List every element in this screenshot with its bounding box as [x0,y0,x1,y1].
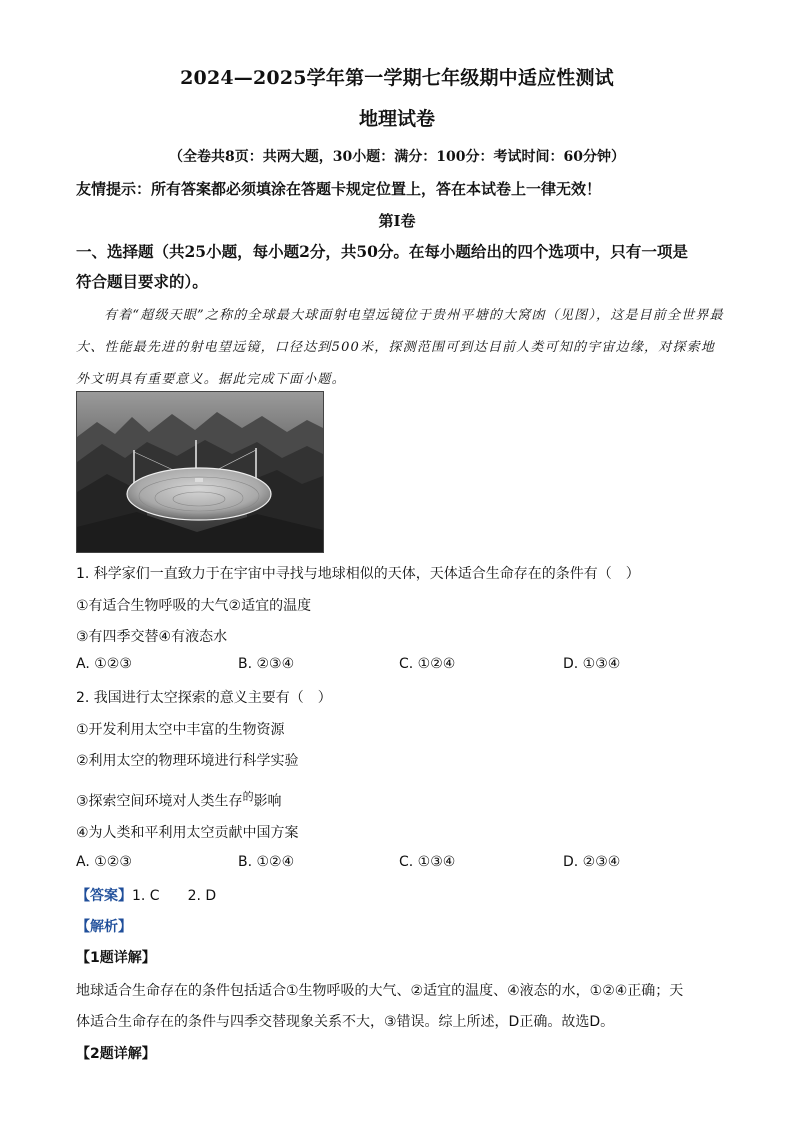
q2-statement-3-part-b: 的 [242,790,254,803]
q2-statement-3-part-c: 影响 [253,793,282,810]
answer-line [76,885,216,905]
q1-option-b[interactable]: B. ②③④ [238,656,295,672]
q2-option-a[interactable]: A. ①②③ [76,854,132,870]
q2-option-c[interactable]: C. ①③④ [399,854,456,870]
q1-option-c[interactable]: C. ①②④ [399,656,456,672]
exam-title: 2024—2025学年第一学期七年级期中适应性测试 [180,67,614,89]
q2-option-d[interactable]: D. ②③④ [563,854,621,870]
intro-line2: 大、性能最先进的射电望远镜，口径达到500米，探测范围可到达目前人类可知的宇宙边缘，对探索地 [76,340,716,355]
part1-heading-line2: 符合题目要求的）。 [76,272,208,291]
detail-1-line2: 体适合生命存在的条件与四季交替现象关系不大，③错误。综上所述，D正确。故选D。 [76,1014,615,1030]
intro-line1: 有着“超级天眼”之称的全球最大球面射电望远镜位于贵州平塘的大窝凼（见图），这是目前全世界最 [104,308,724,323]
question-2-statement-2: ②利用太空的物理环境进行科学实验 [76,753,299,769]
intro-line3: 外文明具有重要意义。据此完成下面小题。 [76,372,346,387]
answer-value: 1. C 2. D [132,888,217,904]
question-2-stem: 2. 我国进行太空探索的意义主要有（ ） [76,690,332,706]
friendly-tip: 友情提示：所有答案都必须填涂在答题卡规定位置上，答在本试卷上一律无效！ [76,180,602,198]
question-2-statement-1: ①开发利用太空中丰富的生物资源 [76,722,285,738]
fast-telescope-photo [76,391,324,553]
q1-option-a[interactable]: A. ①②③ [76,656,132,672]
q2-option-b[interactable]: B. ①②④ [238,854,295,870]
subject-title: 地理试卷 [358,108,435,130]
question-1-statements-3-4: ③有四季交替④有液态水 [76,629,228,645]
q2-statement-3-part-a: ③探索空间环境对人类生存 [76,793,243,810]
question-2-statement-3 [76,788,282,811]
q1-option-d[interactable]: D. ①③④ [563,656,621,672]
exam-info: （全卷共8页：共两大题，30小题：满分：100分：考试时间：60分钟） [169,149,625,165]
part1-heading-line1: 一、选择题（共25小题，每小题2分，共50分。在每小题给出的四个选项中，只有一项是 [76,242,688,261]
question-1-stem: 1. 科学家们一直致力于在宇宙中寻找与地球相似的天体，天体适合生命存在的条件有（ ） [76,566,640,582]
analysis-label: 【解析】 [76,919,132,935]
detail-1-label: 【1题详解】 [76,950,156,966]
detail-2-label: 【2题详解】 [76,1046,156,1062]
answer-label: 【答案】 [76,888,132,904]
question-2-statement-4: ④为人类和平利用太空贡献中国方案 [76,825,299,841]
question-1-statements-1-2: ①有适合生物呼吸的大气②适宜的温度 [76,598,312,614]
detail-1-line1: 地球适合生命存在的条件包括适合①生物呼吸的大气、②适宜的温度、④液态的水，①②④正确；天 [76,983,684,999]
section-label: 第Ⅰ卷 [378,212,416,230]
